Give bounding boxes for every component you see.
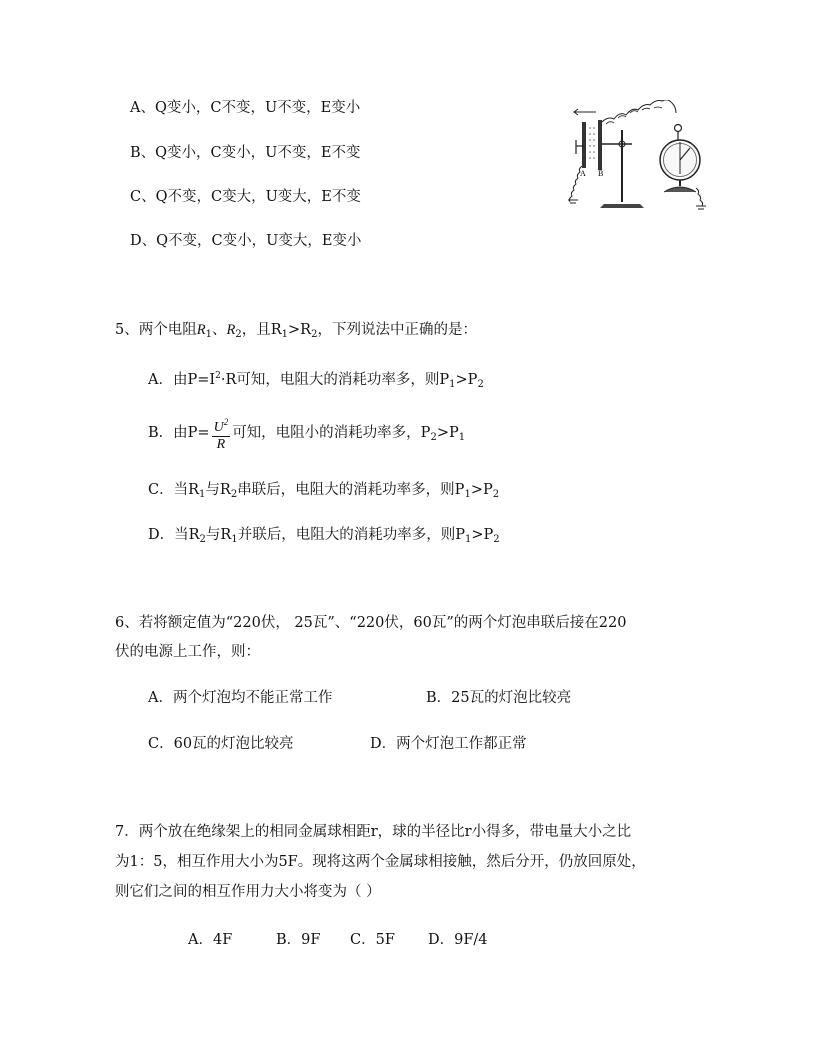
capacitor-electroscope-figure (560, 100, 720, 218)
q6-option-a: A．两个灯泡均不能正常工作 (148, 690, 333, 706)
q5-stem: 5、两个电阻$R_1$、$R_2$，且$R_1>R_2$，下列说法中正确的是： (115, 322, 477, 340)
q4-option-d: D、Q不变，C变小，U变大，E变小 (130, 233, 362, 249)
plate-label-a: A (580, 169, 586, 178)
q5-option-d: D．当$R_2$与$R_1$并联后，电阻大的消耗功率多，则$P_1>P_2$ (148, 527, 500, 545)
q7-option-b: B．9F (276, 932, 321, 948)
q6-option-d: D．两个灯泡工作都正常 (370, 736, 527, 752)
q5-option-c: C．当$R_1$与$R_2$串联后，电阻大的消耗功率多，则$P_1>P_2$ (148, 482, 500, 500)
power-fraction: $\frac{U^2}{R}$ (212, 414, 231, 453)
q7-stem-line-2: 为1：5，相互作用大小为5F。现将这两个金属球相接触，然后分开，仍放回原处， (115, 854, 646, 870)
q4-option-a: A、Q变小，C不变，U不变，E变小 (130, 100, 361, 116)
q7-stem-line-3: 则它们之间的相互作用力大小将变为（ ） (115, 884, 381, 900)
q6-stem-line-2: 伏的电源上工作，则： (115, 644, 260, 660)
q5-option-b: B．由P= $\frac{U^2}{R}$ 可知，电阻小的消耗功率多，$P_2>P_1$ (148, 413, 465, 458)
q4-option-b: B、Q变小，C变小，U不变，E不变 (130, 145, 361, 161)
q4-option-c: C、Q不变，C变大，U变大，E不变 (130, 189, 361, 205)
q7-option-c: C．5F (350, 932, 395, 948)
q6-option-c: C．60瓦的灯泡比较亮 (148, 736, 294, 752)
q6-option-b: B．25瓦的灯泡比较亮 (426, 690, 572, 706)
q7-stem-line-1: 7．两个放在绝缘架上的相同金属球相距r，球的半径比r小得多，带电量大小之比 (115, 824, 632, 840)
q6-stem-line-1: 6、若将额定值为“220伏， 25瓦”、“220伏，60瓦”的两个灯泡串联后接在220 (115, 615, 627, 631)
q7-option-d: D．9F/4 (428, 932, 488, 948)
q5-option-a: A．由$P=I^2\cdot R$可知，电阻大的消耗功率多，则$P_1>P_2$ (148, 371, 484, 390)
q7-option-a: A．4F (188, 932, 233, 948)
plate-label-b: B (598, 169, 604, 178)
